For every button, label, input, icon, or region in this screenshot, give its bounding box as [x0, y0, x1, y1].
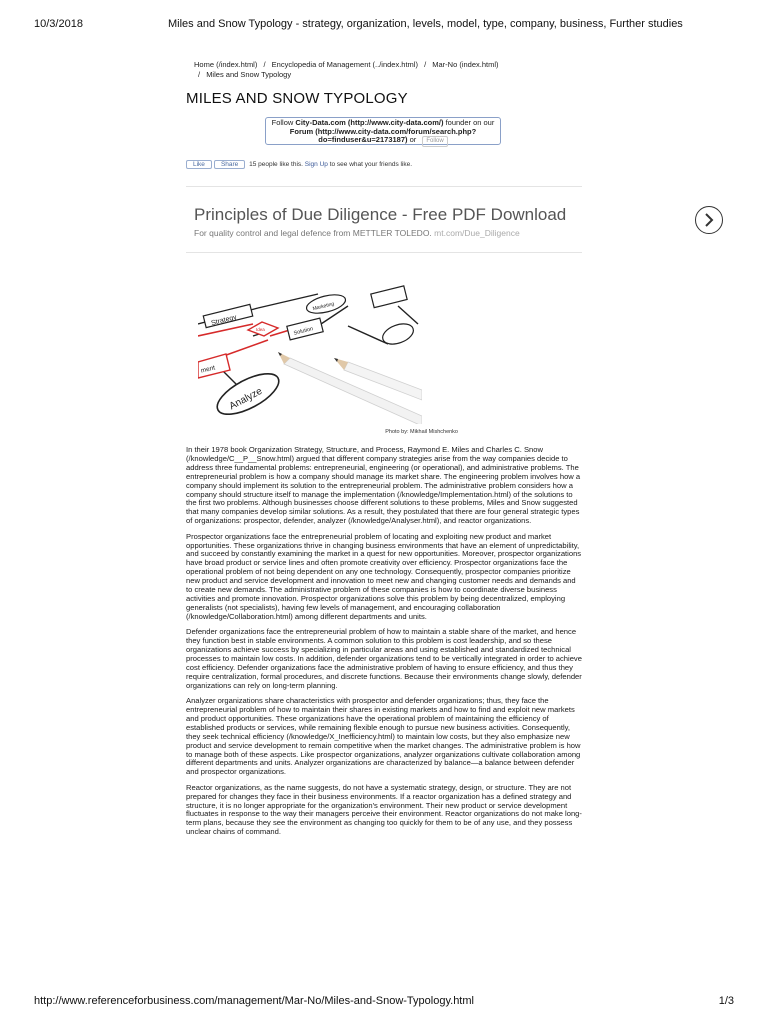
print-url: http://www.referenceforbusiness.com/management/Mar-No/Miles-and-Snow-Typology.html: [34, 995, 474, 1007]
ad-url[interactable]: mt.com/Due_Diligence: [434, 228, 520, 238]
paragraph: In their 1978 book Organization Strategy, Structure, and Process, Raymond E. Miles and Charles C. Snow (/knowledge/C__P__Snow.html) argued that different company strategies arise from the way companies decide to address three fundamental problems: entrepreneurial, engineering (or operational), and administrative problems. The entrepreneurial problem is how a company should manage its market share. The engineering problem involves how a company should implement its solution to the entrepreneurial problem. The administrative problem considers how a company should structure itself to manage the implementation (/knowledge/Implementation.html) of the solutions to the first two problems. Although businesses choose different solutions to these problems, Miles and Snow suggested that many companies develop similar solutions. As a result, they postulated that there are four general strategic types of organizations: prospector, defender, analyzer (/knowledge/Analyser.html), and reactor organizations.: [186, 445, 581, 526]
ad-title[interactable]: Principles of Due Diligence - Free PDF Download: [194, 205, 567, 224]
breadcrumb-separator: /: [424, 60, 427, 69]
chevron-right-icon: [702, 213, 716, 227]
page-title: MILES AND SNOW TYPOLOGY: [186, 90, 408, 107]
like-suffix-text: to see what your friends like.: [327, 161, 413, 168]
follow-text: Follow: [271, 118, 296, 127]
next-arrow-button[interactable]: [695, 206, 723, 234]
breadcrumb-current: Miles and Snow Typology: [206, 70, 292, 79]
breadcrumb-separator: /: [198, 70, 201, 79]
marketing-label: Marketing: [312, 301, 335, 313]
solution-label: Solution: [293, 326, 314, 337]
paragraph: Analyzer organizations share characteristics with prospector and defender organizations; thus, they face the entrepreneurial problem of how to maintain their shares in existing markets and how to find and exploit new markets and product opportunities. These organizations have the operational problem of maintaining the efficiency of established products or services, while remaining flexible enough to pursue new business activities. Consequently, they seek technical efficiency (/knowledge/X_Inefficiency.html) to maintain low costs, but they also emphasize new product and service development to remain competitive when the market changes. The administrative problem is how to manage both of these aspects. Like prospector organizations, analyzer organizations cultivate collaboration among different departments and units. Analyzer organizations are characterized by balance—a balance between defender and prospector organizations.: [186, 696, 581, 777]
paragraph: Reactor organizations, as the name suggests, do not have a systematic strategy, design, or structure. They are not prepared for changes they face in their business environments. If a reactor organization has a defined strategy and structure, it is no longer appropriate for the organization's environment. Their new product or service development fluctuates in response to the way their managers perceive their environment. Reactor organizations do not make long-term plans, because they see the environment as changing too quickly for them to be of any use, and they possess unclear chains of command.: [186, 782, 582, 837]
ment-label: ment: [200, 364, 216, 375]
photo-credit: Photo by: Mikhail Mishchenko: [385, 429, 458, 435]
strategy-label: Strategy: [210, 314, 238, 328]
breadcrumb-separator: /: [263, 60, 266, 69]
divider: [186, 252, 582, 253]
print-title: Miles and Snow Typology - strategy, organization, levels, model, type, company, business, Further studies: [168, 18, 683, 30]
ad-subtitle-text: For quality control and legal defence from METTLER TOLEDO.: [194, 228, 432, 238]
follow-button[interactable]: Follow: [422, 136, 447, 147]
paragraph: Prospector organizations face the entrepreneurial problem of locating and exploiting new product and market opportunities. These organizations thrive in changing business environments that have an element of unpredictability, and succeed by constantly examining the market in a quest for new opportunities. Moreover, prospector organizations have broad product or service lines and often promote creativity over efficiency. Prospector organizations face the operational problem of not being dependent on any one technology. Consequently, prospector companies prioritize new product and service development and innovation to meet new and changing customer needs and demands and to create new demands. The administrative problem of these companies is how to coordinate diverse business activities and promote innovation. Prospector organizations solve this problem by being decentralized, employing generalists (not specialists), having few levels of management, and encouraging collaboration (/knowledge/Collaboration.html) among different departments and units.: [186, 531, 582, 621]
forum-link[interactable]: Forum (http://www.city-data.com/forum/search.php?: [289, 126, 477, 136]
breadcrumb-marno[interactable]: Mar-No (index.html): [432, 60, 499, 69]
social-bar: [186, 160, 412, 169]
idea-label: Idea: [256, 327, 265, 332]
ad-subtitle: [194, 228, 584, 238]
forum-link-cont[interactable]: do=finduser&u=2173187): [318, 135, 408, 144]
breadcrumb-encyclopedia[interactable]: Encyclopedia of Management (../index.html): [271, 60, 418, 69]
city-data-link[interactable]: City-Data.com (http://www.city-data.com/): [295, 118, 444, 127]
follow-text: founder on our: [443, 118, 495, 127]
share-button[interactable]: Share: [214, 160, 245, 169]
like-count-text: 15 people like this.: [249, 161, 305, 168]
article: [186, 60, 582, 837]
follow-box: [265, 117, 501, 145]
page-number: 1/3: [718, 995, 734, 1007]
signup-link[interactable]: Sign Up: [304, 161, 328, 168]
article-body: [186, 446, 582, 844]
ad-banner[interactable]: [194, 205, 584, 238]
divider: [186, 186, 582, 187]
paragraph: Defender organizations face the entrepreneurial problem of how to maintain a stable share of the market, and hence they function best in stable environments. A common solution to this problem is cost leadership, and so these organizations achieve success by specializing in particular areas and using established and standardized technical processes to maintain low costs. In addition, defender organizations tend to be vertically integrated in order to achieve cost efficiency. Defender organizations face the administrative problem of having to ensure efficiency, and thus they require centralization, formal procedures, and discrete functions. Because their environments change slowly, defender organizations can rely on long-term planning.: [186, 627, 582, 690]
article-photo: [198, 266, 422, 424]
breadcrumb-home[interactable]: Home (/index.html): [194, 60, 258, 69]
analyze-label: Analyze: [227, 385, 265, 413]
follow-text: or: [407, 135, 417, 144]
breadcrumb: [194, 60, 582, 80]
like-button[interactable]: Like: [186, 160, 212, 169]
print-date: 10/3/2018: [34, 18, 83, 30]
